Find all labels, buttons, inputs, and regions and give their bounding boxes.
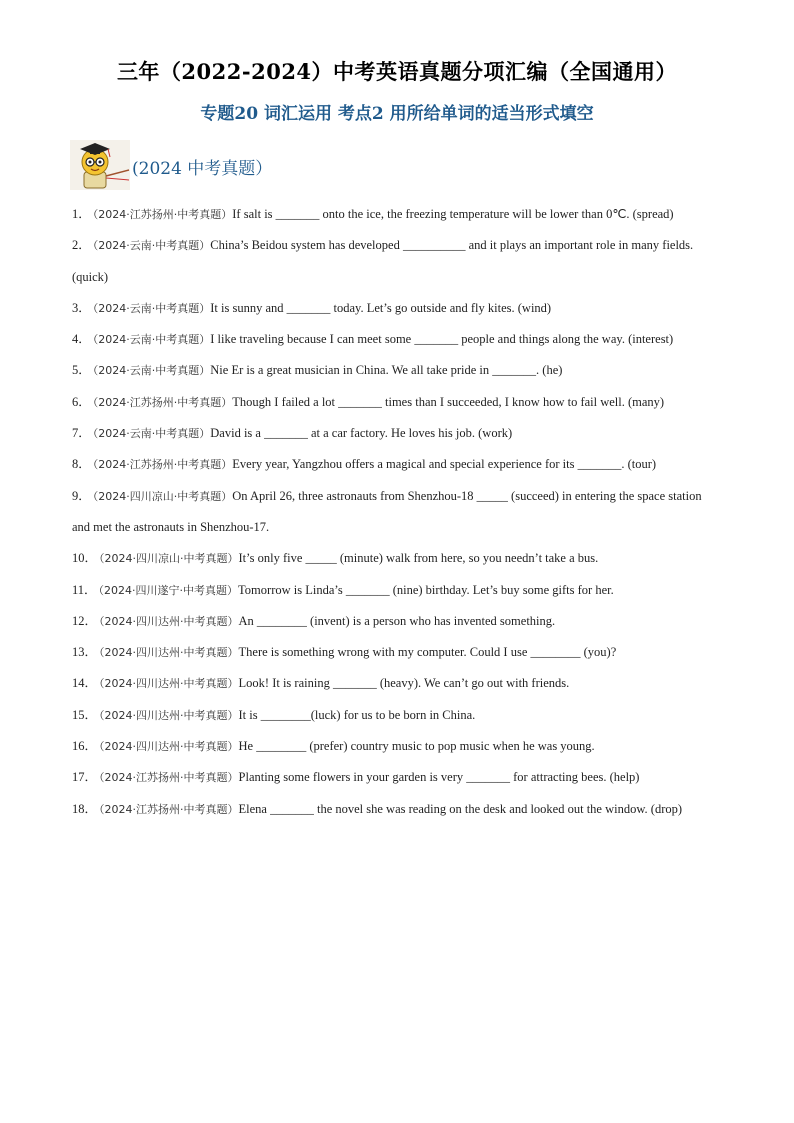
question-source: （2024·江苏扬州·中考真题） [99, 771, 239, 785]
question-item [72, 481, 714, 544]
question-item [72, 668, 714, 699]
question-number: 16． [72, 739, 98, 754]
mascot-icon [70, 140, 130, 190]
question-number: 2． [72, 238, 91, 253]
section-header [70, 140, 272, 190]
question-item [72, 606, 714, 637]
question-source: （2024·四川达州·中考真题） [99, 708, 239, 722]
question-source: （2024·云南·中考真题） [92, 333, 211, 347]
question-source: （2024·四川达州·中考真题） [99, 614, 239, 628]
question-source: （2024·云南·中考真题） [92, 301, 211, 315]
question-text: Tomorrow is Linda’s _______ (nine) birthday. Let’s buy some gifts for her. [238, 582, 614, 597]
question-item [72, 543, 714, 574]
question-source: （2024·云南·中考真题） [92, 364, 211, 378]
question-source: （2024·江苏扬州·中考真题） [92, 395, 233, 409]
question-text: I like traveling because I can meet some _______ people and things along the way. (interest) [210, 332, 674, 347]
question-text: On April 26, three astronauts from Shenzhou-18 _____ (succeed) in entering the space station and met the astronauts in Shenzhou-17. [72, 488, 702, 534]
question-source: （2024·江苏扬州·中考真题） [92, 458, 233, 472]
page-title: 三年（2022-2024）中考英语真题分项汇编（全国通用） [116, 59, 678, 84]
question-number: 9． [72, 488, 91, 503]
question-number: 4． [72, 332, 91, 347]
question-item [72, 449, 714, 480]
question-number: 10． [72, 551, 98, 566]
question-source: （2024·四川遂宁·中考真题） [98, 583, 239, 597]
question-source: （2024·四川达州·中考真题） [99, 677, 239, 691]
question-text: Every year, Yangzhou offers a magical and special experience for its _______. (tour) [232, 457, 657, 472]
question-text: It is sunny and _______ today. Let’s go outside and fly kites. (wind) [210, 300, 552, 315]
question-text: There is something wrong with my computer. Could I use ________ (you)? [238, 645, 617, 660]
question-text: Nie Er is a great musician in China. We all take pride in _______. (he) [210, 363, 563, 378]
question-item [72, 355, 714, 386]
question-item [72, 199, 714, 230]
question-text: It is ________(luck) for us to be born in China. [238, 707, 476, 722]
question-item [72, 324, 714, 355]
page-subtitle: 专题20 词汇运用 考点2 用所给单词的适当形式填空 [200, 104, 594, 124]
question-number: 6． [72, 394, 91, 409]
question-item [72, 387, 714, 418]
question-item [72, 418, 714, 449]
question-number: 11． [72, 582, 97, 597]
question-source: （2024·四川达州·中考真题） [99, 740, 239, 754]
question-text: An ________ (invent) is a person who has invented something. [238, 613, 556, 628]
question-source: （2024·江苏扬州·中考真题） [99, 802, 239, 816]
question-item [72, 794, 714, 825]
question-text: If salt is _______ onto the ice, the freezing temperature will be lower than 0℃. (spread) [232, 207, 674, 221]
question-item [72, 230, 714, 293]
question-number: 3． [72, 300, 91, 315]
question-text: Though I failed a lot _______ times than I succeeded, I know how to fail well. (many) [232, 394, 665, 409]
question-item [72, 637, 714, 668]
question-list [72, 199, 714, 825]
question-item [72, 575, 714, 606]
question-text: He ________ (prefer) country music to pop music when he was young. [238, 739, 595, 754]
question-source: （2024·云南·中考真题） [92, 239, 211, 253]
question-source: （2024·四川凉山·中考真题） [99, 552, 239, 566]
question-text: Elena _______ the novel she was reading on the desk and looked out the window. (drop) [238, 801, 683, 816]
question-number: 15． [72, 707, 98, 722]
question-number: 17． [72, 770, 98, 785]
question-text: David is a _______ at a car factory. He loves his job. (work) [210, 426, 513, 441]
question-number: 8． [72, 457, 91, 472]
question-source: （2024·江苏扬州·中考真题） [92, 208, 233, 221]
question-text: China’s Beidou system has developed __________ and it plays an important role in many fields. (quick) [72, 238, 694, 284]
question-text: It’s only five _____ (minute) walk from here, so you needn’t take a bus. [238, 551, 599, 566]
question-item [72, 293, 714, 324]
question-number: 1． [72, 207, 91, 221]
question-source: （2024·四川达州·中考真题） [99, 646, 239, 660]
question-item [72, 762, 714, 793]
question-text: Look! It is raining _______ (heavy). We can’t go out with friends. [238, 676, 570, 691]
question-item [72, 700, 714, 731]
question-source: （2024·四川凉山·中考真题） [92, 489, 233, 503]
section-label: (2024 中考真题） [132, 158, 273, 179]
question-item [72, 731, 714, 762]
question-number: 12． [72, 613, 98, 628]
question-number: 18． [72, 801, 98, 816]
question-number: 5． [72, 363, 91, 378]
question-number: 13． [72, 645, 98, 660]
question-number: 14． [72, 676, 98, 691]
question-number: 7． [72, 426, 91, 441]
question-source: （2024·云南·中考真题） [92, 427, 211, 441]
question-text: Planting some flowers in your garden is very _______ for attracting bees. (help) [238, 770, 640, 785]
